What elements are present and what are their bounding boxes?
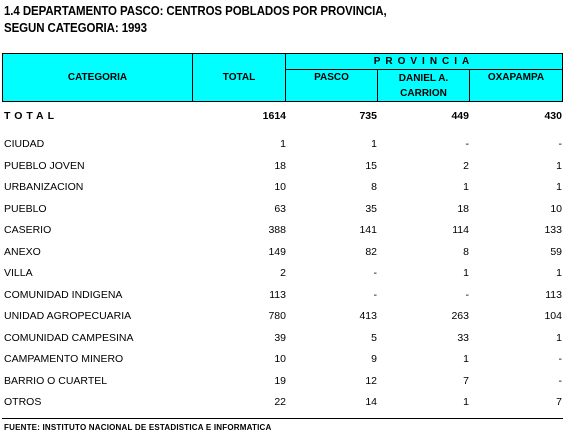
cell-daniel-carrion: 8 (463, 245, 469, 258)
page-title (4, 3, 387, 37)
cell-oxapampa: - (558, 374, 562, 387)
cell-daniel-carrion: 1 (463, 267, 469, 279)
cell-pasco: 735 (359, 110, 377, 122)
header-oxapampa (469, 69, 563, 102)
cell-total: 10 (274, 353, 286, 365)
header-total-label: TOTAL (222, 72, 256, 83)
cell-oxapampa: 113 (545, 288, 562, 301)
header-pasco (285, 69, 378, 102)
cell-daniel-carrion: - (465, 288, 469, 301)
cell-oxapampa: 430 (544, 110, 562, 122)
row-label: PUEBLO JOVEN (4, 159, 85, 172)
table-row (0, 328, 565, 349)
row-label: VILLA (4, 267, 33, 279)
cell-daniel-carrion: 263 (451, 310, 469, 322)
table-row-total (0, 106, 565, 127)
cell-pasco: 8 (371, 181, 377, 193)
header-categoria-label: CATEGORIA (67, 72, 128, 83)
table-row (0, 199, 565, 220)
row-label: COMUNIDAD CAMPESINA (4, 331, 134, 344)
table-row (0, 306, 565, 327)
cell-oxapampa: 1 (556, 159, 562, 172)
table-row (0, 371, 565, 392)
cell-pasco: 82 (365, 245, 377, 258)
cell-pasco: 14 (365, 396, 377, 408)
cell-daniel-carrion: 1 (463, 353, 469, 365)
cell-oxapampa: 133 (544, 224, 562, 236)
cell-total: 39 (274, 331, 286, 344)
table-row (0, 177, 565, 198)
cell-total: 388 (268, 224, 286, 236)
table-row (0, 134, 565, 155)
source-note: FUENTE: INSTITUTO NACIONAL DE ESTADISTICA E INFORMATICA (4, 423, 272, 432)
row-label: OTROS (4, 396, 42, 408)
cell-total: 2 (280, 267, 286, 279)
cell-pasco: 35 (365, 202, 377, 215)
cell-oxapampa: 10 (550, 202, 562, 215)
title-line-2: SEGUN CATEGORIA: 1993 (4, 21, 147, 35)
cell-daniel-carrion: 449 (451, 110, 469, 122)
table-row (0, 263, 565, 284)
header-daniel-carrion (377, 69, 470, 102)
cell-pasco: 413 (359, 310, 377, 322)
header-provincia-label: PROVINCIA (373, 56, 475, 67)
row-label: TOTAL (4, 110, 59, 122)
cell-total: 63 (274, 202, 286, 215)
table-row (0, 392, 565, 413)
cell-pasco: 5 (371, 331, 377, 344)
table-row (0, 285, 565, 306)
cell-pasco: 141 (359, 224, 377, 236)
table-row (0, 349, 565, 370)
row-label: COMUNIDAD INDIGENA (4, 288, 123, 301)
header-daniel-label-2: CARRION (400, 87, 447, 99)
cell-total: 780 (268, 310, 286, 322)
row-label: CASERIO (4, 224, 52, 236)
cell-daniel-carrion: 1 (463, 181, 469, 193)
cell-total: 149 (268, 245, 286, 258)
row-label: ANEXO (4, 245, 41, 258)
row-label: CAMPAMENTO MINERO (4, 353, 124, 365)
cell-total: 19 (274, 374, 286, 387)
header-total (192, 53, 286, 102)
header-categoria (2, 53, 193, 102)
header-pasco-label: PASCO (314, 72, 349, 83)
table-row (0, 220, 565, 241)
cell-pasco: 12 (365, 374, 377, 387)
cell-daniel-carrion: 33 (457, 331, 469, 344)
cell-daniel-carrion: 1 (463, 396, 469, 408)
cell-pasco: 15 (365, 159, 377, 172)
cell-daniel-carrion: - (465, 138, 469, 150)
row-label: UNIDAD AGROPECUARIA (4, 310, 132, 322)
cell-total: 10 (274, 181, 286, 193)
cell-oxapampa: 1 (556, 181, 562, 193)
cell-total: 1614 (262, 110, 286, 122)
cell-daniel-carrion: 7 (463, 374, 469, 387)
cell-oxapampa: 1 (556, 331, 562, 344)
cell-pasco: - (373, 267, 377, 279)
cell-daniel-carrion: 2 (463, 159, 469, 172)
table-bottom-rule (2, 418, 563, 419)
header-oxapampa-label: OXAPAMPA (487, 72, 545, 83)
cell-oxapampa: - (558, 138, 562, 150)
cell-pasco: 1 (371, 138, 377, 150)
cell-pasco: - (373, 288, 377, 301)
title-line-1: 1.4 DEPARTAMENTO PASCO: CENTROS POBLADOS POR PROVINCIA, (4, 4, 387, 18)
table-row (0, 242, 565, 263)
header-daniel-label-1: DANIEL A. (398, 72, 449, 84)
row-label: CIUDAD (4, 138, 45, 150)
cell-total: 1 (280, 138, 286, 150)
cell-daniel-carrion: 18 (457, 202, 469, 215)
cell-total: 18 (274, 159, 286, 172)
table-row (0, 156, 565, 177)
cell-daniel-carrion: 114 (452, 224, 469, 236)
header-provincia (285, 53, 563, 70)
row-label: PUEBLO (4, 202, 47, 215)
cell-total: 113 (269, 288, 286, 301)
cell-total: 22 (274, 396, 286, 408)
cell-oxapampa: 1 (556, 267, 562, 279)
row-label: URBANIZACION (4, 181, 84, 193)
cell-oxapampa: 59 (550, 245, 562, 258)
cell-oxapampa: - (558, 353, 562, 365)
cell-oxapampa: 104 (544, 310, 562, 322)
cell-pasco: 9 (371, 353, 377, 365)
row-label: BARRIO O CUARTEL (4, 374, 108, 387)
cell-oxapampa: 7 (556, 396, 562, 408)
